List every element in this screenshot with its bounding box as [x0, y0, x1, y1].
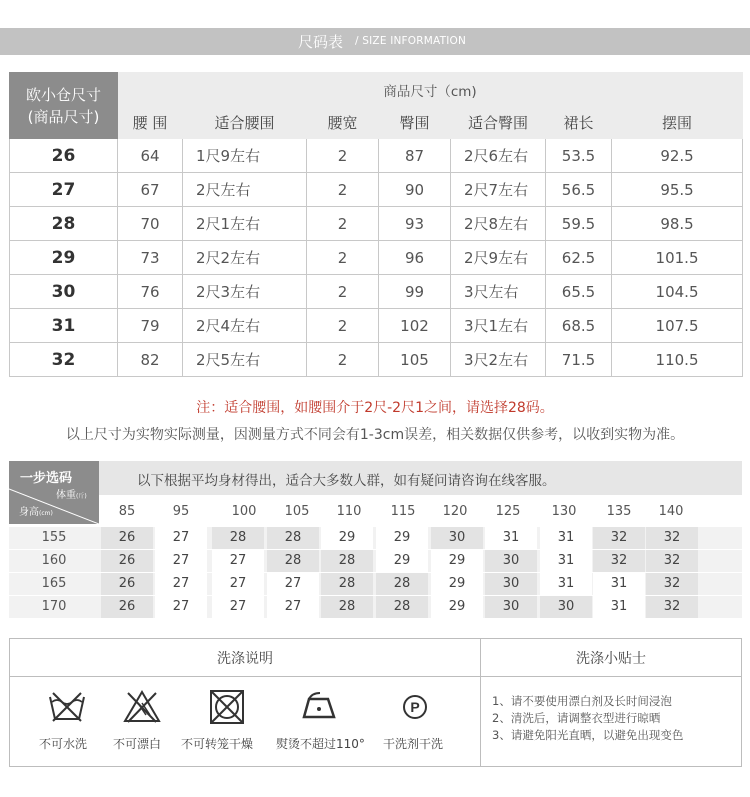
column-header: 裙长 [546, 107, 612, 139]
measure-cell: 68.5 [546, 309, 612, 343]
size-recommendation-cell: 27 [155, 596, 207, 618]
measure-cell: 53.5 [546, 139, 612, 173]
measure-cell: 56.5 [546, 173, 612, 207]
size-recommendation-cell: 28 [212, 527, 264, 549]
size-table-corner [10, 73, 118, 139]
size-recommendation-cell: 29 [376, 550, 428, 572]
tip-item: 2、清洗后，请调整衣型进行晾晒 [492, 711, 661, 725]
size-cell: 30 [10, 275, 118, 309]
divider [10, 676, 741, 677]
column-header: 适合腰围 [183, 107, 307, 139]
size-recommendation-cell: 27 [267, 596, 319, 618]
page-subtitle: / SIZE INFORMATION [355, 35, 467, 47]
size-recommendation-cell: 30 [431, 527, 483, 549]
size-recommendation-cell: 30 [485, 550, 537, 572]
size-recommendation-cell: 31 [485, 527, 537, 549]
size-recommendation-cell: 29 [321, 527, 373, 549]
size-row [10, 309, 743, 343]
size-recommendation-cell: 30 [485, 596, 537, 618]
page-title: 尺码表 [298, 33, 344, 51]
measure-cell: 90 [379, 173, 451, 207]
measure-cell: 2尺3左右 [183, 275, 307, 309]
measure-cell: 2 [307, 173, 379, 207]
size-recommendation-cell: 27 [267, 573, 319, 595]
size-recommendation-cell: 30 [540, 596, 592, 618]
measure-cell: 87 [379, 139, 451, 173]
measure-note: 以上尺寸为实物实际测量，因测量方式不同会有1-3cm误差，相关数据仅供参考，以收到实物为准。 [65, 427, 685, 443]
measure-cell: 99 [379, 275, 451, 309]
icon-label: 不可水洗 [39, 737, 88, 751]
size-cell: 29 [10, 241, 118, 275]
no-wash-icon [47, 689, 87, 725]
measure-cell: 3尺左右 [451, 275, 546, 309]
size-cell: 31 [10, 309, 118, 343]
measure-cell: 62.5 [546, 241, 612, 275]
measure-cell: 93 [379, 207, 451, 241]
measure-cell: 2尺2左右 [183, 241, 307, 275]
size-recommendation-cell: 28 [376, 596, 428, 618]
height-cell: 165 [41, 576, 67, 591]
size-recommendation-cell: 26 [101, 527, 153, 549]
size-recommendation-cell: 29 [431, 596, 483, 618]
size-table-body [10, 139, 743, 377]
step-table-header [9, 461, 742, 495]
measure-cell: 2尺1左右 [183, 207, 307, 241]
washing-title: 洗涤说明 [217, 651, 273, 667]
measure-cell: 2 [307, 241, 379, 275]
weight-header: 115 [390, 504, 416, 519]
size-recommendation-cell: 28 [267, 550, 319, 572]
weight-header: 125 [495, 504, 521, 519]
tip-item: 3、请避免阳光直晒，以避免出现变色 [492, 728, 684, 742]
measure-cell: 3尺1左右 [451, 309, 546, 343]
measure-cell: 2尺4左右 [183, 309, 307, 343]
measure-cell: 59.5 [546, 207, 612, 241]
no-tumble-dry-icon [207, 689, 247, 725]
measure-cell: 2尺7左右 [451, 173, 546, 207]
measure-cell: 96 [379, 241, 451, 275]
measure-cell: 1尺9左右 [183, 139, 307, 173]
measure-cell: 104.5 [612, 275, 743, 309]
measure-cell: 76 [118, 275, 183, 309]
column-header: 臀围 [379, 107, 451, 139]
size-recommendation-cell: 27 [155, 527, 207, 549]
size-row [10, 275, 743, 309]
measure-cell: 2尺9左右 [451, 241, 546, 275]
size-recommendation-cell: 32 [593, 550, 645, 572]
svg-text:P: P [410, 699, 420, 715]
measure-cell: 2 [307, 139, 379, 173]
size-table-group-header: 商品尺寸（cm) [118, 73, 743, 107]
dry-clean-icon [395, 689, 435, 725]
size-recommendation-cell: 32 [646, 550, 698, 572]
column-header: 摆围 [612, 107, 743, 139]
size-recommendation-cell: 27 [155, 550, 207, 572]
size-recommendation-cell: 29 [431, 573, 483, 595]
size-recommendation-cell: 26 [101, 550, 153, 572]
corner-line1: 欧小仓尺寸 [25, 85, 101, 104]
measure-cell: 2 [307, 207, 379, 241]
size-recommendation-cell: 28 [321, 550, 373, 572]
weight-label: 体重(斤) [56, 490, 87, 501]
size-recommendation-cell: 32 [646, 596, 698, 618]
column-header: 适合臀围 [451, 107, 546, 139]
iron-icon [300, 689, 340, 725]
size-recommendation-cell: 27 [212, 573, 264, 595]
weight-header: 100 [231, 504, 257, 519]
weight-header: 85 [118, 504, 136, 519]
size-cell: 27 [10, 173, 118, 207]
size-recommendation-cell: 31 [540, 550, 592, 572]
measure-cell: 73 [118, 241, 183, 275]
size-row [10, 139, 743, 173]
size-recommendation-cell: 26 [101, 573, 153, 595]
weight-header: 130 [551, 504, 577, 519]
size-recommendation-cell: 31 [593, 596, 645, 618]
size-table [9, 72, 743, 377]
size-recommendation-cell: 31 [593, 573, 645, 595]
measure-cell: 107.5 [612, 309, 743, 343]
measure-cell: 70 [118, 207, 183, 241]
measure-cell: 101.5 [612, 241, 743, 275]
size-recommendation-cell: 30 [485, 573, 537, 595]
step-corner-title: 一步选码 [20, 471, 73, 486]
measure-cell: 2 [307, 309, 379, 343]
weight-header: 120 [442, 504, 468, 519]
weight-header: 135 [606, 504, 632, 519]
weight-header: 105 [284, 504, 310, 519]
measure-cell: 110.5 [612, 343, 743, 377]
measure-cell: 64 [118, 139, 183, 173]
size-recommendation-cell: 27 [155, 573, 207, 595]
measure-cell: 98.5 [612, 207, 743, 241]
size-recommendation-cell: 32 [593, 527, 645, 549]
measure-cell: 2尺5左右 [183, 343, 307, 377]
measure-cell: 105 [379, 343, 451, 377]
measure-cell: 2 [307, 343, 379, 377]
measure-cell: 92.5 [612, 139, 743, 173]
size-recommendation-cell: 27 [212, 596, 264, 618]
weight-header: 95 [172, 504, 190, 519]
size-recommendation-cell: 29 [431, 550, 483, 572]
size-recommendation-cell: 29 [376, 527, 428, 549]
tip-item: 1、请不要使用漂白剂及长时间浸泡 [492, 694, 672, 708]
height-cell: 155 [41, 530, 67, 545]
measure-cell: 2尺左右 [183, 173, 307, 207]
measure-cell: 3尺2左右 [451, 343, 546, 377]
measure-cell: 67 [118, 173, 183, 207]
size-row [10, 173, 743, 207]
measure-cell: 2尺6左右 [451, 139, 546, 173]
measure-cell: 102 [379, 309, 451, 343]
column-header: 腰 围 [118, 107, 183, 139]
measure-cell: 82 [118, 343, 183, 377]
size-row [10, 241, 743, 275]
size-recommendation-cell: 31 [540, 527, 592, 549]
size-cell: 28 [10, 207, 118, 241]
height-label: 身高(cm) [19, 507, 53, 518]
measure-cell: 2 [307, 275, 379, 309]
washing-section [9, 638, 742, 767]
title-bar [0, 28, 750, 55]
size-row [10, 207, 743, 241]
size-recommendation-cell: 28 [267, 527, 319, 549]
size-cell: 32 [10, 343, 118, 377]
size-recommendation-cell: 31 [540, 573, 592, 595]
size-recommendation-cell: 28 [376, 573, 428, 595]
no-bleach-icon [122, 689, 162, 725]
measure-cell: 71.5 [546, 343, 612, 377]
size-recommendation-cell: 28 [321, 573, 373, 595]
step-table-header-text: 以下根据平均身材得出，适合大多数人群，如有疑问请咨询在线客服。 [137, 473, 556, 489]
icon-label: 不可漂白 [113, 737, 162, 751]
size-row [10, 343, 743, 377]
size-recommendation-cell: 32 [646, 527, 698, 549]
icon-label: 不可转笼干燥 [181, 737, 254, 751]
weight-header: 140 [658, 504, 684, 519]
size-recommendation-cell: 27 [212, 550, 264, 572]
measure-cell: 95.5 [612, 173, 743, 207]
tips-title: 洗涤小贴士 [576, 651, 646, 667]
fit-note: 注：适合腰围，如腰围介于2尺-2尺1之间，请选择28码。 [196, 400, 554, 416]
column-header: 腰宽 [307, 107, 379, 139]
size-recommendation-cell: 28 [321, 596, 373, 618]
height-cell: 170 [41, 599, 67, 614]
weight-header: 110 [336, 504, 362, 519]
icon-label: 熨烫不超过110° [276, 737, 365, 751]
size-recommendation-cell: 26 [101, 596, 153, 618]
measure-cell: 79 [118, 309, 183, 343]
corner-line2: (商品尺寸) [27, 107, 100, 126]
size-recommendation-cell: 32 [646, 573, 698, 595]
height-cell: 160 [41, 553, 67, 568]
size-cell: 26 [10, 139, 118, 173]
icon-label: 干洗剂干洗 [383, 737, 444, 751]
measure-cell: 2尺8左右 [451, 207, 546, 241]
step-table-corner [9, 461, 99, 524]
measure-cell: 65.5 [546, 275, 612, 309]
